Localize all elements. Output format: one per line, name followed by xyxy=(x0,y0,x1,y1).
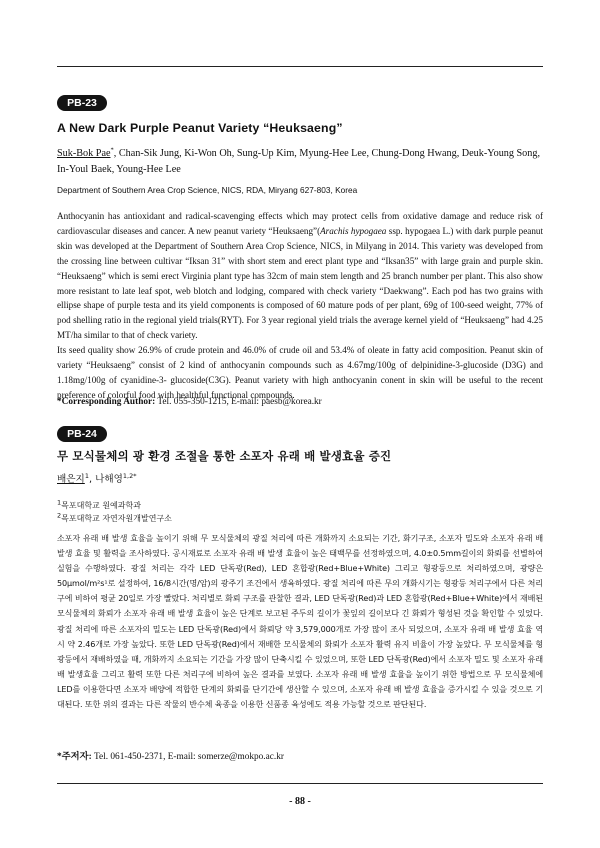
corresponding-author xyxy=(57,748,284,762)
affiliation: Department of Southern Area Crop Science, NICS, RDA, Miryang 627-803, Korea xyxy=(57,185,358,195)
corresponding-contact: Tel. 055-350-1215, E-mail: paesb@korea.kr xyxy=(155,397,322,407)
corresponding-label: *주저자: xyxy=(57,752,92,762)
corresponding-mark: * xyxy=(110,146,114,154)
abstract-paragraph-1: Anthocyanin has antioxidant and radical-scavenging effects which may protect cells from oxidative damage and reduce risk of cardiovascular diseases and cancer. A new peanut variety “Heuksaeng”(Arachis hypogaea ssp. hypogaea L.) with dark purple peanut skin was developed at the Department of Southern Area Crop Science, NICS, in Milyang in 2014. This variety was developed from the crossing line between cultivar “Iksan 31” with short stem and erect plant type and “Iksan35” with large grain and purple skin. “Heuksaeng” which is semi erect Virginia plant type has 32cm of main stem length and 25 branch number per plant. This also show more resistant to late leaf spot, web blotch and lodging, compared with check variety “Daekwang”. Each pod has two grains with ellipse shape of purple testa and its yield components is composed of 60 mature pods of per plant, 69g of 100-seed weight, 77% of pod shelling ratio in the regional yield trials(RYT). For 3 year regional yield trials the average kernel yield of “Heuksaeng” had 4.25 MT/ha similar to that of check variety. xyxy=(57,211,543,341)
corresponding-label: *Corresponding Author: xyxy=(57,397,156,407)
bottom-rule xyxy=(57,783,543,784)
corresponding-author xyxy=(57,397,322,407)
author-list xyxy=(57,146,543,177)
abstract-badge: PB-24 xyxy=(57,426,107,442)
first-author: Suk-Bok Pae xyxy=(57,148,111,159)
co-authors: , Chan-Sik Jung, Ki-Won Oh, Sung-Up Kim, Myung-Hee Lee, Chung-Dong Hwang, Deuk-Young Song, In-Youl Baek, Young-Hee Lee xyxy=(57,148,541,175)
abstract-badge: PB-23 xyxy=(57,95,107,111)
affiliation-list xyxy=(57,499,172,525)
affiliation: $^2$목포대학교 자연자원개발연구소 xyxy=(57,511,172,523)
first-author: 배은지 xyxy=(57,474,85,485)
abstract-body: 소포자 유래 배 발생 효율을 높이기 위해 무 모식물체의 광질 처리에 따른 개화까지 소요되는 기간, 화기구조, 소포자 밀도와 소포자 유래 배 발생 효율 및 활력을 조사하였다. 공시재료로 소포자 유래 배 발생 효율이 높은 태백무를 선정하였으며, 4.0±0.5mm길이의 화뢰를 선별하여 실험을 수행하였다. 광질 처리는 각각 LED 단독광(Red), LED 혼합광(Red+Blue+White) 그리고 형광등으로 처리하였으며, 광량은 50μmol/m²s¹로 설정하여, 16/8시간(명/암)의 광주기 조건에서 생육하였다. 광질 처리에 따른 무의 개화시기는 형광등 처리구에서 다른 처리구에 비하여 평균 20일로 가장 빨랐다. 처리별로 화뢰 구조를 관찰한 결과, LED 단독광(Red)과 LED 혼합광(Red+Blue+White)에서 재배된 모식물체의 화뢰가 소포자 유래 배 발생 효율이 높은 단계로 보고된 주두의 길이가 꽃잎의 길이보다 긴 화뢰가 형성된 것을 확인할 수 있었다. 광질 처리에 따른 소포자의 밀도는 LED 단독광(Red)에서 화뢰당 약 3,579,000개로 가장 많이 조사 되었으며, 소포자 유래 배 발생 효율 역시 약 2.46개로 가장 높았다. 또한 LED 단독광(Red)에서 재배한 모식물체의 화뢰가 소포자 활력 유지 비율이 가장 높았다. 무 모식물체를 형광등에서 재배하였을 때, 개화까지 소요되는 기간을 가장 많이 단축시킬 수 있었으며, 또한 LED 단독광(Red)에서 소포자 밀도 및 소포자 유래 배 발생효율 그리고 활력 또한 다른 처리구에 비하여 높은 결과를 보였다. 소포자 유래 배 발생 효율을 높이기 위한 방법으로 무 모식물체에 LED를 이용한다면 소포자 배양에 적합한 단계의 화뢰를 단기간에 생산할 수 있으며, 소포자 유래 배 발생 효율을 증가시킬 수 있을 것으로 기대된다. 또한 위의 결과는 다른 작물의 반수체 육종을 이용한 신품종 육성에도 적용 가능할 것으로 판단된다. xyxy=(57,534,543,710)
abstract-body xyxy=(57,209,543,403)
page-number: - 88 - xyxy=(289,796,311,807)
abstract-title: 무 모식물체의 광 환경 조절을 통한 소포자 유래 배 발생효율 증진 xyxy=(57,449,392,463)
abstract-paragraph-2: Its seed quality show 26.9% of crude protein and 46.0% of crude oil and 53.4% of oleate in fatty acid composition. Peanut skin of variety “Heuksaeng” consist of 2 kind of anthocyanin compounds such as 4.67mg/100g of delpinidine-3-glucoside (D3G) and 1.18mg/100g of cyanidine-3- glucoside(C3G). Peanut variety with high anthocyanin conent in skin will be useful to the recent preference of colorful food with healthful functional compounds. xyxy=(57,345,543,400)
affiliation: $^1$목포대학교 원예과학과 xyxy=(57,498,141,510)
top-rule xyxy=(57,66,543,67)
species-name: Arachis hypogaea xyxy=(320,225,387,236)
corresponding-contact: Tel. 061-450-2371, E-mail: somerze@mokpo.ac.kr xyxy=(91,752,284,762)
corresponding-author-name: 나해영 xyxy=(95,474,123,485)
abstract-title: A New Dark Purple Peanut Variety “Heuksaeng” xyxy=(57,121,343,135)
author-list: 배은지$^1$, 나해영$^{1,2*}$ xyxy=(57,471,137,485)
